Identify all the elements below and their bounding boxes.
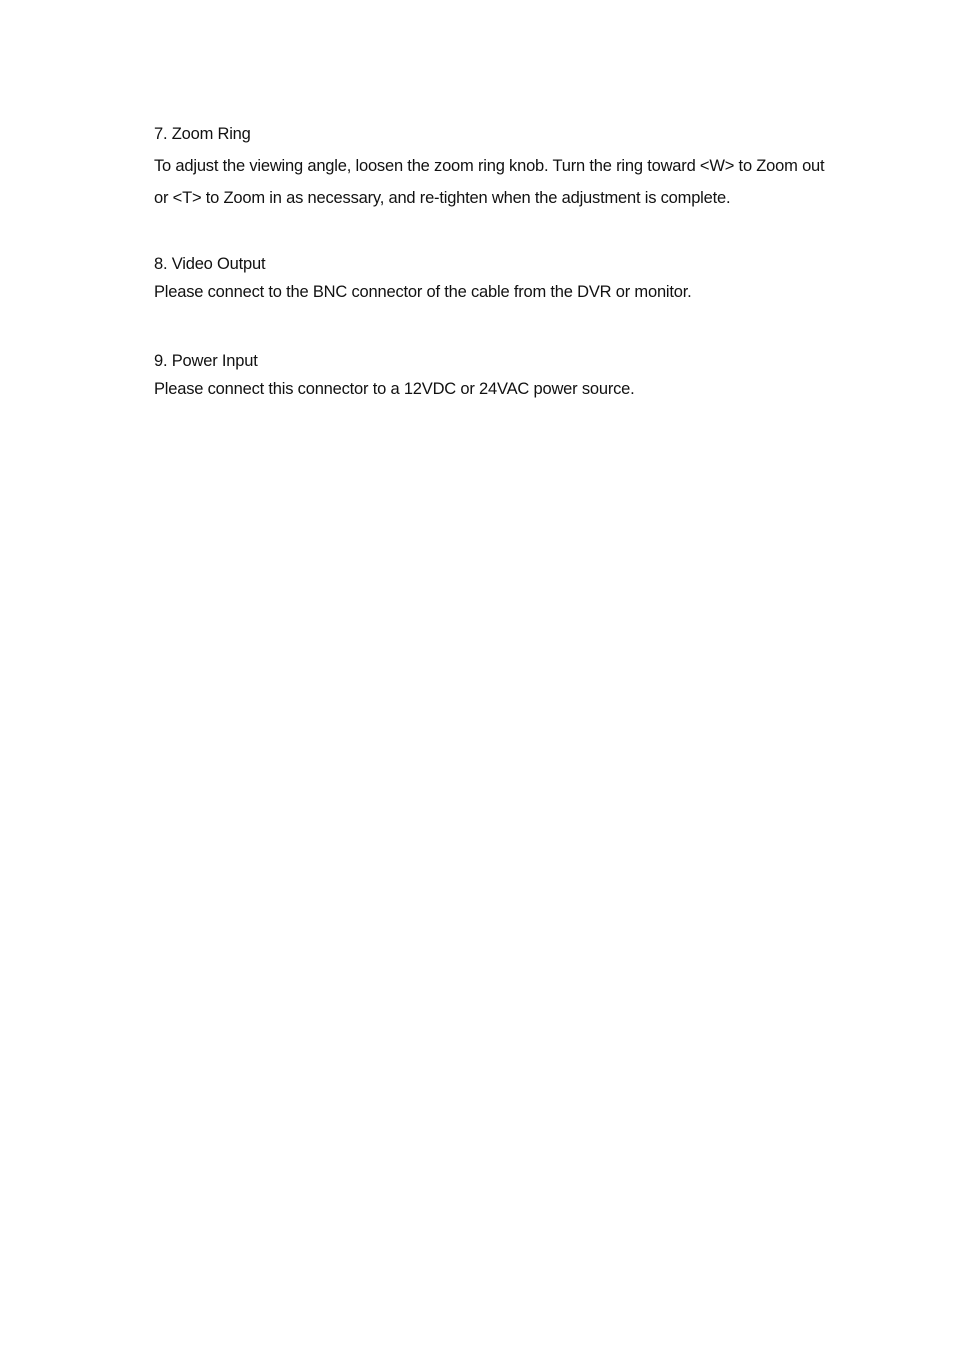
- section-text-zoom-ring: To adjust the viewing angle, loosen the zoom ring knob. Turn the ring toward <W> to Zoom out or <T> to Zoom in as necessary, and re-tighten when the adjustment is complete.: [154, 157, 825, 207]
- document-page: [154, 122, 834, 401]
- section-heading-zoom-ring: 7. Zoom Ring: [154, 125, 251, 143]
- section-heading-power-input: 9. Power Input: [154, 352, 258, 370]
- section-power-input: [154, 349, 834, 401]
- section-text-power-input: Please connect this connector to a 12VDC or 24VAC power source.: [154, 380, 635, 398]
- section-video-output: [154, 252, 834, 304]
- section-zoom-ring: [154, 122, 834, 214]
- section-heading-video-output: 8. Video Output: [154, 255, 266, 273]
- section-text-video-output: Please connect to the BNC connector of the cable from the DVR or monitor.: [154, 283, 692, 301]
